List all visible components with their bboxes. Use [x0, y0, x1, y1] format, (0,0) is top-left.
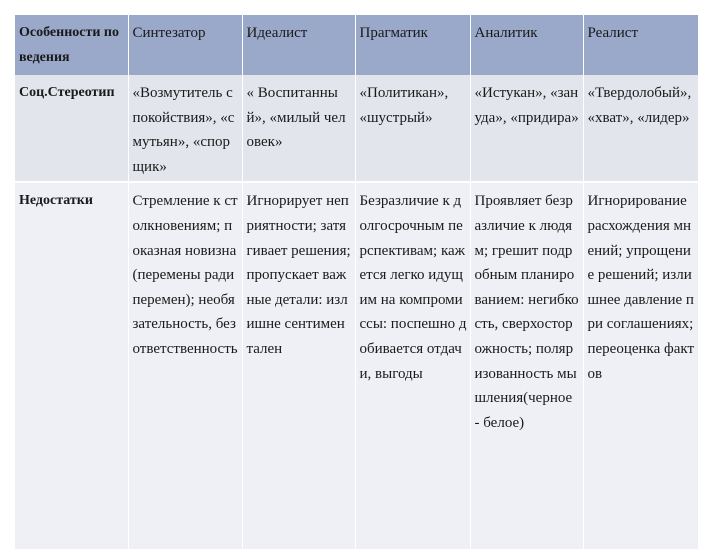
table-header-row [15, 15, 698, 75]
cell-stereotype-pragmatist: «Политикан», «шустрый» [355, 75, 470, 182]
header-analyst: Аналитик [470, 15, 583, 75]
row-label-social-stereotype: Соц.Стереотип [15, 75, 128, 182]
table-row-shortcomings [15, 182, 698, 549]
header-realist: Реалист [583, 15, 698, 75]
table-row-social-stereotype [15, 75, 698, 182]
behavior-table-container [15, 15, 698, 549]
row-label-shortcomings: Недостатки [15, 182, 128, 549]
header-pragmatist: Прагматик [355, 15, 470, 75]
cell-shortcomings-pragmatist: Безразличие к долгосрочным перспективам; кажется легко идущим на компромиссы: поспешно добивается отдачи, выгоды [355, 182, 470, 549]
behavior-types-table [15, 15, 699, 549]
cell-shortcomings-idealist: Игнорирует неприятности; затягивает решения; пропускает важные детали: излишне сентиментален [242, 182, 355, 549]
header-behavior-features: Особенности поведения [15, 15, 128, 75]
cell-stereotype-realist: «Твердолобый», «хват», «лидер» [583, 75, 698, 182]
cell-stereotype-analyst: «Истукан», «зануда», «придира» [470, 75, 583, 182]
cell-shortcomings-analyst: Проявляет безразличие к людям; грешит подробным планированием: негибкость, сверхосторожность; поляризованность мышления(черное - белое) [470, 182, 583, 549]
cell-shortcomings-realist: Игнорирование расхождения мнений; упрощение решений; излишнее давление при соглашениях; переоценка фактов [583, 182, 698, 549]
cell-shortcomings-synthesizer: Стремление к столкновениям; показная новизна (перемены ради перемен); необязательность, безответственность [128, 182, 242, 549]
cell-stereotype-idealist: « Воспитанный», «милый человек» [242, 75, 355, 182]
cell-stereotype-synthesizer: «Возмутитель спокойствия», «смутьян», «спорщик» [128, 75, 242, 182]
header-synthesizer: Синтезатор [128, 15, 242, 75]
header-idealist: Идеалист [242, 15, 355, 75]
